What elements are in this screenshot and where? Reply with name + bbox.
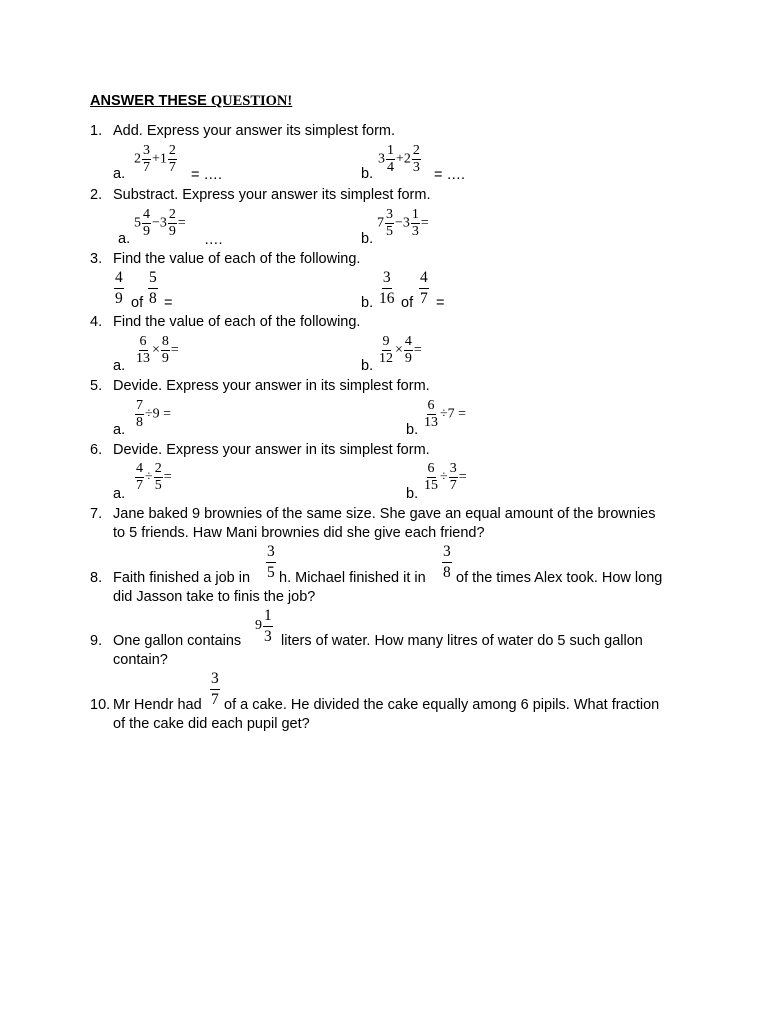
q4-label-b: b.	[361, 358, 374, 374]
q3-label-b: b.	[361, 295, 374, 311]
q5-label-b: b.	[406, 422, 419, 438]
q1-b-tail: = ….	[434, 167, 466, 183]
q3-b-equals: =	[436, 295, 445, 311]
q3-a-frac1: $\frac{4}{9}$	[115, 269, 123, 307]
q2-label-b: b.	[361, 231, 374, 247]
q6-b-expression: $\frac{6}{15}$ ÷ $\frac{3}{7}$ =	[424, 461, 467, 493]
q3-a-of: of	[131, 295, 144, 311]
q1-b-expression: 3 $\frac{1}{4}$ +2 $\frac{2}{3}$	[378, 143, 420, 175]
q5-a-expression: $\frac{7}{8}$ ÷9 =	[136, 398, 172, 430]
q8-frac-job-hours: $\frac{3}{5}$	[267, 543, 275, 581]
q4-label-a: a.	[113, 358, 126, 374]
q4-a-expression: $\frac{6}{13}$ × $\frac{8}{9}$ =	[136, 334, 179, 366]
q1-a-tail: = ….	[191, 167, 223, 183]
q3-b-frac2: $\frac{4}{7}$	[420, 269, 428, 307]
worksheet-page: ANSWER THESE QUESTION! 1. Add. Express your answer its simplest form. a. 2 $\frac{3}{7}$ +1 $\frac{2}{7}$ = …. b. 3 $\frac{1}{4}$ +2 $\frac{2}{3}$ = …. 2. Substract. Express your answer its simplest form. a. 5 $\frac{4}{9}$ −3 $\frac{2}{9}$ = …. b. 7 $\frac{3}{5}$ −3 $\frac{1}{3}$ = 3. Find the value of each of the following. $\frac{4}{9}$ of $\frac{5}{8}$ = b. $\frac{3}{16}$ of $\frac{4}{7}$ = 4. Find the value of each of the following. a. $\frac{6}{13}$ × $\frac{8}{9}$ = b. $\frac{9}{12}$ × $\frac{4}{9}$ = 5. Devide. Express your answer in its simplest form. a. $\frac{7}{8}$ ÷9 = b. $\frac{6}{13}$ ÷7 = 6. Devide. Express your answer in its simplest form. a. $\frac{4}{7}$ ÷ $\frac{2}{5}$ = b. $\frac{6}{15}$ ÷ $\frac{3}{7}$ = 7. Jane baked 9 brownies of the same size. She gave an equal amount of the brownies to 5 friends. Haw Mani brownies did she give each friend? 8. Faith finished a job in h. Michael finished it in of the times Alex took. How long $\frac{3}{5}$ $\frac{3}{8}$ did Jasson take to finis the job? 9. One gallon contains liters of water. How many litres of water do 5 such gallon 9 $\frac{1}{3}$ contain? 10. Mr Hendr had of a cake. He divided the cake equally among 6 pipils. What fraction $\frac{3}{7}$ of the cake did each pupil get?	[90, 93, 663, 732]
q3-b-of: of	[401, 295, 414, 311]
q3-a-equals: =	[164, 295, 173, 311]
q2-label-a: a.	[118, 231, 131, 247]
q3-b-frac1: $\frac{3}{16}$	[379, 269, 395, 307]
q6-a-expression: $\frac{4}{7}$ ÷ $\frac{2}{5}$ =	[136, 461, 172, 493]
worksheet-title: ANSWER THESE QUESTION!	[90, 93, 293, 109]
q10-frac-cake: $\frac{3}{7}$	[211, 670, 219, 708]
q6-label-a: a.	[113, 486, 126, 502]
q1-label-b: b.	[361, 166, 374, 182]
q1-label-a: a.	[113, 166, 126, 182]
q5-label-a: a.	[113, 422, 126, 438]
q2-a-tail: ….	[204, 232, 223, 248]
q9-mixed-number: 9 $\frac{1}{3}$	[255, 607, 272, 645]
q2-b-expression: 7 $\frac{3}{5}$ −3 $\frac{1}{3}$ =	[377, 207, 429, 239]
q6-label-b: b.	[406, 486, 419, 502]
q8-frac-times: $\frac{3}{8}$	[443, 543, 451, 581]
q2-a-expression: 5 $\frac{4}{9}$ −3 $\frac{2}{9}$ =	[134, 207, 186, 239]
q3-a-frac2: $\frac{5}{8}$	[149, 269, 157, 307]
q1-a-expression: 2 $\frac{3}{7}$ +1 $\frac{2}{7}$	[134, 143, 176, 175]
q4-b-expression: $\frac{9}{12}$ × $\frac{4}{9}$ =	[379, 334, 422, 366]
q5-b-expression: $\frac{6}{13}$ ÷7 =	[424, 398, 467, 430]
